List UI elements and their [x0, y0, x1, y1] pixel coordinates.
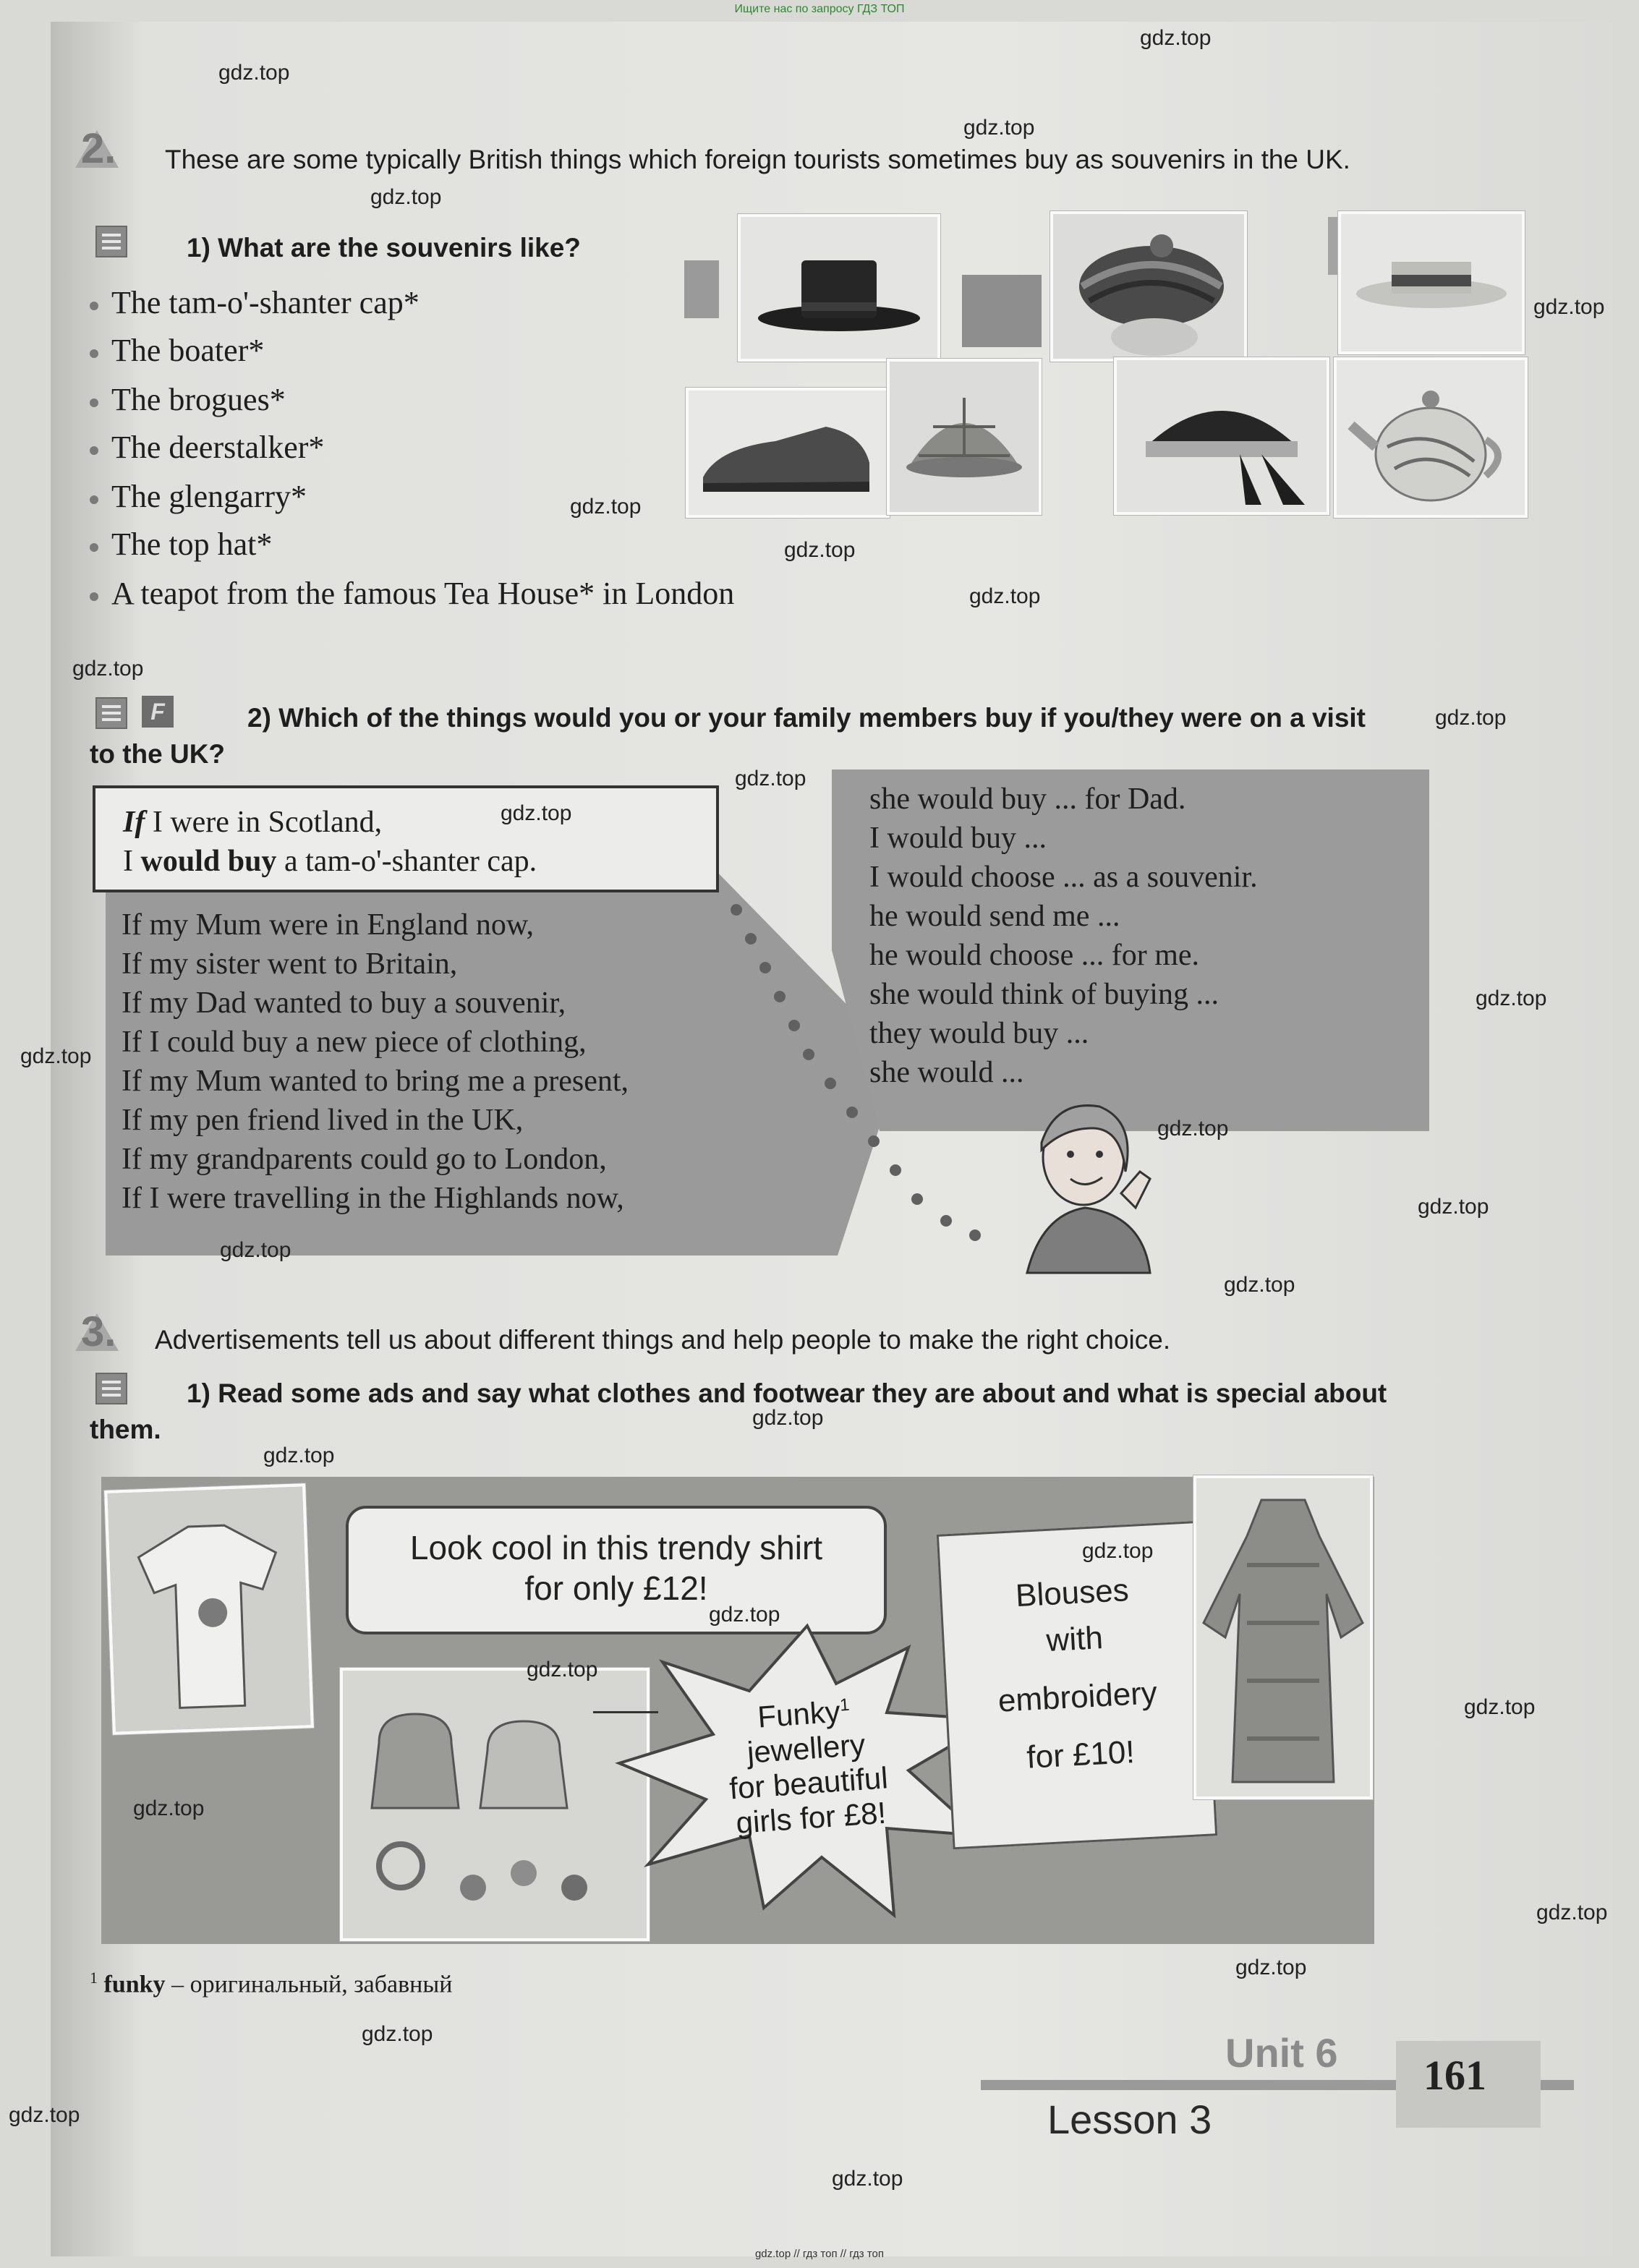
exercise-2-task-2: 2) Which of the things would you or your family members buy if you/they were on a visit to the UK? [90, 703, 1366, 769]
result-line: she would buy ... for Dad. [869, 783, 1186, 816]
brogues-photo [686, 388, 890, 518]
blouse-ad-line-3: embroidery [997, 1675, 1159, 1719]
exercise-3-task-1: 1) Read some ads and say what clothes and footwear they are about and what is special about them. [90, 1378, 1387, 1444]
souvenir-item: The top hat* [90, 521, 272, 568]
bottom-note: gdz.top // гдз топ // гдз топ [754, 2248, 885, 2260]
writing-task-icon: F [142, 696, 174, 728]
condition-line: If my Mum were in England now, [122, 908, 534, 942]
exercise-2-number: 2. [81, 125, 116, 172]
result-line: I would buy ... [869, 822, 1047, 855]
deerstalker-photo [887, 359, 1042, 515]
watermark: gdz.top [1235, 1956, 1307, 1979]
watermark: gdz.top [370, 185, 442, 209]
lesson-label: Lesson 3 [1047, 2097, 1212, 2142]
model-line-2-rest: a tam-o'-shanter cap. [284, 845, 537, 878]
footnote-translation: – оригинальный, забавный [171, 1971, 453, 1998]
result-line: I would choose ... as a souvenir. [869, 861, 1258, 894]
watermark: gdz.top [1418, 1195, 1489, 1219]
souvenir-item: The brogues* [90, 376, 286, 424]
souvenir-item: The tam-o'-shanter cap* [90, 279, 420, 327]
decor-square [962, 275, 1042, 347]
watermark: gdz.top [1476, 986, 1547, 1010]
unit-label: Unit 6 [1225, 2030, 1338, 2076]
condition-line: If my sister went to Britain, [122, 947, 458, 981]
decor-square [684, 260, 719, 318]
shirt-ad-bubble [346, 1506, 887, 1634]
footnote-number: 1 [90, 1969, 98, 1987]
boater-photo [1338, 211, 1525, 354]
blouse-ad-tag [937, 1521, 1217, 1850]
blouse-ad-line-4: for £10! [1026, 1734, 1136, 1775]
watermark: gdz.top [1082, 1539, 1154, 1563]
result-line: she would think of buying ... [869, 978, 1219, 1011]
souvenir-item: The glengarry* [90, 473, 307, 521]
watermark: gdz.top [20, 1044, 92, 1068]
footnote-word: funky [103, 1971, 166, 1998]
watermark: gdz.top [72, 657, 144, 681]
footnote [90, 1969, 452, 1998]
watermark: gdz.top [1533, 295, 1605, 319]
model-line-2-pre: I [123, 845, 133, 878]
watermark: gdz.top [969, 584, 1041, 608]
watermark: gdz.top [752, 1406, 824, 1430]
condition-line: If my Dad wanted to buy a souvenir, [122, 986, 566, 1020]
result-line: she would ... [869, 1056, 1024, 1089]
jewel-ad-line-3: for beautiful [728, 1760, 890, 1806]
model-sentence-box [93, 785, 719, 892]
tam-o-shanter-photo [1050, 211, 1247, 362]
souvenir-item: The deerstalker* [90, 424, 324, 472]
shirt-ad-line-2: for only £12! [524, 1569, 708, 1607]
souvenir-item: A teapot from the famous Tea House* in London [90, 570, 734, 618]
watermark: gdz.top [1224, 1273, 1295, 1297]
watermark: gdz.top [9, 2103, 80, 2127]
result-line: he would send me ... [869, 900, 1120, 933]
watermark: gdz.top [735, 767, 806, 790]
jewel-ad-footnote-mark: 1 [839, 1694, 851, 1715]
watermark: gdz.top [1140, 26, 1212, 50]
model-if-word: If [123, 806, 145, 839]
shirt-ad-line-1: Look cool in this trendy shirt [409, 1529, 823, 1566]
watermark: gdz.top [709, 1603, 780, 1627]
condition-line: If my Mum wanted to bring me a present, [122, 1065, 629, 1098]
watermark: gdz.top [1464, 1695, 1536, 1719]
reading-task-icon [95, 226, 127, 257]
model-line-2-bold: would buy [140, 845, 277, 878]
price-tag-string [593, 1692, 658, 1713]
watermark: gdz.top [1435, 706, 1507, 730]
top-note: Ищите нас по запросу ГДЗ ТОП [734, 3, 905, 15]
watermark: gdz.top [218, 61, 290, 85]
glengarry-photo [1114, 357, 1329, 515]
result-line: they would buy ... [869, 1017, 1089, 1050]
jewel-ad-line-1: Funky [756, 1694, 842, 1734]
jewel-ad-line-2: jewellery [746, 1727, 867, 1770]
watermark: gdz.top [133, 1796, 205, 1820]
watermark: gdz.top [1536, 1901, 1608, 1924]
page-number: 161 [1423, 2052, 1486, 2099]
condition-line: If I could buy a new piece of clothing, [122, 1026, 587, 1059]
watermark: gdz.top [1157, 1117, 1229, 1141]
condition-line: If I were travelling in the Highlands now, [122, 1182, 624, 1215]
watermark: gdz.top [527, 1658, 598, 1681]
watermark: gdz.top [832, 2167, 903, 2191]
watermark: gdz.top [963, 116, 1035, 140]
girl-illustration [998, 1085, 1165, 1280]
watermark: gdz.top [220, 1238, 291, 1262]
jewel-ad-line-4: girls for £8! [735, 1795, 887, 1841]
exercise-2-task-1: 1) What are the souvenirs like? [187, 233, 581, 263]
watermark: gdz.top [570, 495, 642, 519]
model-line-1: I were in Scotland, [152, 806, 383, 839]
result-line: he would choose ... for me. [869, 939, 1200, 972]
watermark: gdz.top [501, 801, 572, 825]
exercise-3-number: 3. [81, 1308, 116, 1355]
teapot-photo [1334, 357, 1528, 518]
souvenir-item: The boater* [90, 327, 264, 375]
blouse-photo [1193, 1475, 1373, 1799]
watermark: gdz.top [362, 2022, 433, 2046]
shirt-photo [104, 1483, 314, 1734]
condition-line: If my grandparents could go to London, [122, 1143, 607, 1176]
exercise-2-intro: These are some typically British things which foreign tourists sometimes buy as souvenirs in the UK. [165, 145, 1350, 174]
blouse-ad-line-1: Blouses [1014, 1572, 1130, 1614]
condition-line: If my pen friend lived in the UK, [122, 1104, 524, 1137]
watermark: gdz.top [263, 1444, 335, 1467]
blouse-ad-line-2: with [1045, 1620, 1104, 1659]
exercise-3-intro: Advertisements tell us about different things and help people to make the right choice. [155, 1325, 1171, 1355]
watermark: gdz.top [784, 538, 856, 562]
top-hat-photo [738, 214, 940, 362]
